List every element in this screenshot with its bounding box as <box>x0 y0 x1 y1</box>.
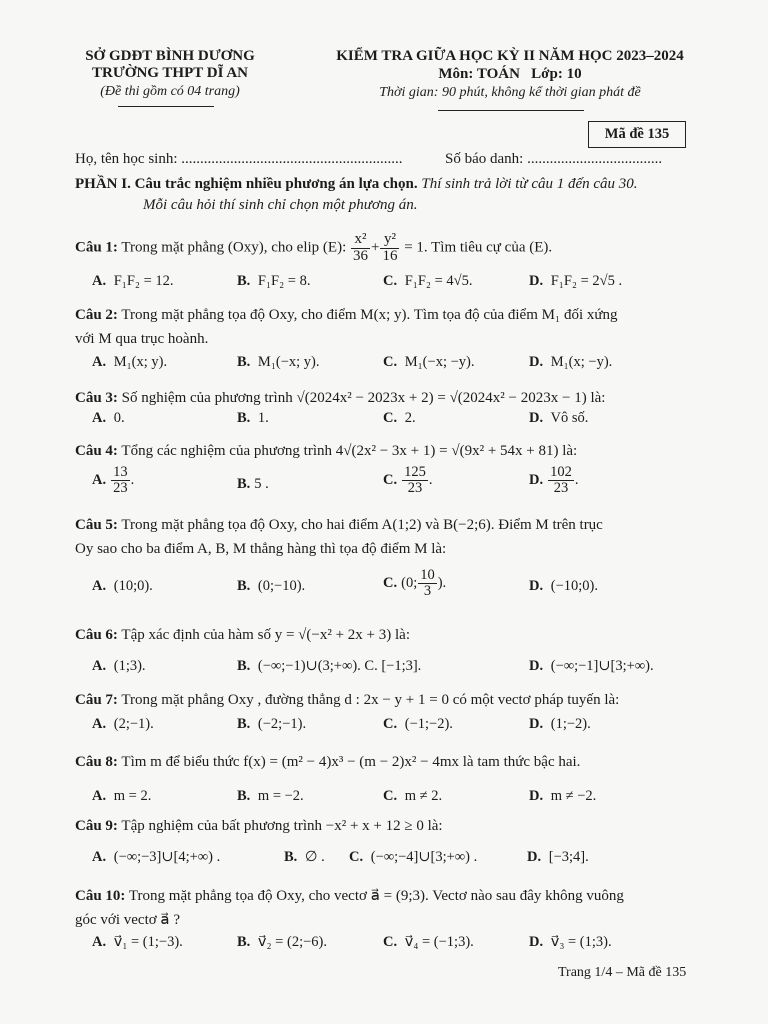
option-letter: D. <box>529 273 544 289</box>
option-a[interactable] <box>92 578 153 595</box>
question-7 <box>75 692 619 709</box>
option-value: ∅ . <box>301 849 325 865</box>
option-value: (2;−1). <box>110 716 154 732</box>
exam-code: Mã đề 135 <box>604 126 670 142</box>
numerator: x² <box>351 232 370 249</box>
question-text: Trong mặt phẳng tọa độ Oxy, cho điểm M(x; y). Tìm tọa độ của điểm M₁ đối xứng <box>121 307 618 323</box>
option-value: M₁(x; −y). <box>547 354 613 370</box>
option-b[interactable] <box>237 354 319 371</box>
option-d[interactable] <box>529 410 588 427</box>
option-value: (1;3). <box>110 658 146 674</box>
school-name: TRƯỜNG THPT DĨ AN <box>92 65 248 81</box>
option-a[interactable] <box>92 849 220 866</box>
question-label: Câu 6: <box>75 627 118 643</box>
option-letter: C. <box>383 410 398 426</box>
denominator: 23 <box>113 480 128 497</box>
question-6 <box>75 627 410 644</box>
numerator: 13 <box>113 464 128 480</box>
option-value: 0. <box>110 410 125 426</box>
question-label: Câu 5: <box>75 517 118 533</box>
question-4 <box>75 443 577 460</box>
question-1 <box>75 232 552 265</box>
option-value: (−∞;−1)∪(3;+∞). C. [−1;3]. <box>254 658 422 674</box>
option-a[interactable] <box>92 788 151 805</box>
option-value: v⃗₂ = (2;−6). <box>254 934 327 950</box>
option-c[interactable] <box>383 788 442 805</box>
option-letter: A. <box>92 410 107 426</box>
option-d[interactable] <box>529 788 596 805</box>
option-value: 5 . <box>254 476 269 492</box>
option-letter: B. <box>237 658 251 674</box>
question-text-continued: góc với vectơ a⃗ ? <box>75 912 181 928</box>
option-letter: B. <box>237 934 251 950</box>
numerator: 10 <box>420 567 435 583</box>
option-letter: B. <box>237 273 251 289</box>
question-3 <box>75 390 605 407</box>
option-letter: B. <box>237 716 251 732</box>
denominator: 16 <box>382 247 398 264</box>
question-text: Trong mặt phẳng (Oxy), cho elip (E): <box>121 239 347 256</box>
option-value: (0;−10). <box>254 578 306 594</box>
option-letter: A. <box>92 273 107 289</box>
option-value: M₁(x; y). <box>110 354 168 370</box>
section-instruction-2: Mỗi câu hỏi thí sinh chỉ chọn một phương án. <box>143 197 418 213</box>
question-text: Trong mặt phẳng tọa độ Oxy, cho vectơ a⃗ = (9;3). Vectơ nào sau đây không vuông <box>128 888 624 904</box>
option-c[interactable] <box>383 568 446 599</box>
question-label: Câu 10: <box>75 888 126 904</box>
section-title: PHẦN I. Câu trắc nghiệm nhiều phương án lựa chọn. <box>75 176 418 192</box>
student-id-field: Số báo danh: .................................... <box>445 151 663 167</box>
option-value: m ≠ 2. <box>401 788 443 804</box>
option-c[interactable] <box>383 354 474 371</box>
option-value: (1;−2). <box>547 716 591 732</box>
option-value: M₁(−x; y). <box>254 354 320 370</box>
option-letter: D. <box>529 410 544 426</box>
question-text: Tổng các nghiệm của phương trình 4√(2x² − 3x + 1) = √(9x² + 54x + 81) là: <box>121 443 578 459</box>
question-label: Câu 2: <box>75 307 118 323</box>
option-value: (−10;0). <box>547 578 598 594</box>
fraction <box>418 568 437 599</box>
question-label: Câu 1: <box>75 239 118 256</box>
option-letter: A. <box>92 472 107 489</box>
option-value: (−∞;−1]∪[3;+∞). <box>547 658 654 674</box>
question-text: Tìm m để biểu thức f(x) = (m² − 4)x³ − (m − 2)x² − 4mx là tam thức bậc hai. <box>121 754 581 770</box>
exam-code-box <box>588 121 686 148</box>
pages-note: (Đề thi gồm có 04 trang) <box>100 84 240 99</box>
option-d[interactable]: D. $\frac{102}{23}$ . <box>529 464 579 497</box>
option-letter: A. <box>92 849 107 865</box>
question-text-end: = 1. Tìm tiêu cự của (E). <box>404 239 553 256</box>
option-c[interactable] <box>383 410 416 427</box>
option-d[interactable] <box>529 658 654 675</box>
option-letter: A. <box>92 788 107 804</box>
option-d[interactable] <box>529 578 598 595</box>
question-text: Trong mặt phẳng tọa độ Oxy, cho hai điểm A(1;2) và B(−2;6). Điểm M trên trục <box>121 517 603 533</box>
option-letter: A. <box>92 354 107 370</box>
option-a[interactable] <box>92 934 183 951</box>
student-name-field: Họ, tên học sinh: ........................................................... <box>75 151 403 167</box>
option-letter: C. <box>383 934 398 950</box>
numerator: 102 <box>550 464 572 480</box>
option-letter: D. <box>529 788 544 804</box>
option-value: m = −2. <box>254 788 304 804</box>
option-a[interactable] <box>92 273 174 290</box>
plus-sign: + <box>370 239 380 256</box>
option-d[interactable] <box>529 273 622 290</box>
option-d[interactable] <box>529 716 591 733</box>
option-value: M₁(−x; −y). <box>401 354 475 370</box>
fraction-y2-16 <box>380 232 399 265</box>
option-letter: A. <box>92 716 107 732</box>
option-letter: D. <box>529 716 544 732</box>
option-c[interactable]: C. $\frac{125}{23}$ . <box>383 464 433 497</box>
option-a[interactable] <box>92 354 167 371</box>
option-letter: B. <box>237 476 251 492</box>
department-name: SỞ GDĐT BÌNH DƯƠNG <box>85 48 255 64</box>
option-b[interactable] <box>237 410 269 427</box>
question-label: Câu 9: <box>75 818 118 834</box>
option-c[interactable] <box>383 716 453 733</box>
denominator: 23 <box>407 480 423 497</box>
option-letter: C. <box>349 849 364 865</box>
option-a[interactable] <box>92 716 154 733</box>
option-value: F₁F₂ = 4√5. <box>401 273 473 289</box>
option-letter: B. <box>237 410 251 426</box>
question-text: Số nghiệm của phương trình √(2024x² − 2023x + 2) = √(2024x² − 2023x − 1) là: <box>121 390 606 406</box>
option-value-end: ). <box>437 575 447 592</box>
option-letter: B. <box>237 788 251 804</box>
fraction <box>548 465 574 496</box>
subject-grade: Môn: TOÁN Lớp: 10 <box>438 66 582 82</box>
page-footer: Trang 1/4 – Mã đề 135 <box>558 965 687 980</box>
question-8 <box>75 754 580 771</box>
fraction <box>402 465 428 496</box>
numerator: 125 <box>404 464 426 480</box>
option-a[interactable] <box>92 658 146 675</box>
option-value: 1. <box>254 410 269 426</box>
option-letter: D. <box>529 472 544 489</box>
question-text-continued: Oy sao cho ba điểm A, B, M thẳng hàng thì tọa độ điểm M là: <box>75 541 447 557</box>
option-d[interactable] <box>529 354 612 371</box>
option-letter: A. <box>92 934 107 950</box>
denominator: 36 <box>352 247 368 264</box>
section-heading <box>75 176 638 193</box>
question-10 <box>75 886 624 905</box>
question-5 <box>75 517 603 534</box>
option-b[interactable] <box>284 849 325 866</box>
question-text: Trong mặt phẳng Oxy , đường thẳng d : 2x − y + 1 = 0 có một vectơ pháp tuyến là: <box>121 692 620 708</box>
fraction <box>111 465 130 496</box>
option-value: Vô số. <box>547 410 589 426</box>
option-letter: B. <box>237 354 251 370</box>
question-label: Câu 3: <box>75 390 118 406</box>
option-value: [−3;4]. <box>545 849 589 865</box>
option-letter: A. <box>92 578 107 594</box>
option-letter: C. <box>383 273 398 289</box>
option-c[interactable] <box>383 273 472 290</box>
section-instruction-1: Thí sinh trả lời từ câu 1 đến câu 30. <box>421 176 638 192</box>
question-label: Câu 7: <box>75 692 118 708</box>
question-text: Tập xác định của hàm số y = √(−x² + 2x + 3) là: <box>121 627 410 643</box>
denominator: 3 <box>423 583 432 600</box>
question-label: Câu 4: <box>75 443 118 459</box>
option-value: F₁F₂ = 2√5 . <box>547 273 623 289</box>
option-value: v⃗₃ = (1;3). <box>547 934 612 950</box>
exam-title: KIỂM TRA GIỮA HỌC KỲ II NĂM HỌC 2023–2024 <box>336 48 684 64</box>
option-value: m ≠ −2. <box>547 788 597 804</box>
option-a[interactable] <box>92 410 125 427</box>
option-letter: C. <box>383 354 398 370</box>
option-d[interactable] <box>527 849 589 866</box>
question-2 <box>75 307 618 324</box>
question-text-continued: với M qua trục hoành. <box>75 331 209 347</box>
question-label: Câu 8: <box>75 754 118 770</box>
option-value: (−∞;−3]∪[4;+∞) . <box>110 849 221 865</box>
option-value: 2. <box>401 410 416 426</box>
option-value: (−2;−1). <box>254 716 307 732</box>
option-b[interactable] <box>237 476 269 493</box>
option-letter: D. <box>529 354 544 370</box>
option-c[interactable] <box>349 849 477 866</box>
header-right-rule <box>438 110 584 111</box>
option-b[interactable] <box>237 273 310 290</box>
option-value: m = 2. <box>110 788 152 804</box>
option-letter: C. <box>383 716 398 732</box>
option-b[interactable] <box>237 934 327 951</box>
option-value: v⃗₁ = (1;−3). <box>110 934 183 950</box>
denominator: 23 <box>553 480 569 497</box>
option-value: v⃗₄ = (−1;3). <box>401 934 474 950</box>
option-letter: C. <box>383 575 398 592</box>
option-value: F₁F₂ = 8. <box>254 273 311 289</box>
option-value: (0; <box>401 575 418 592</box>
option-b[interactable] <box>237 578 305 595</box>
question-9 <box>75 818 443 835</box>
option-letter: B. <box>237 578 251 594</box>
option-value: F₁F₂ = 12. <box>110 273 174 289</box>
option-letter: B. <box>284 849 298 865</box>
option-value: (−∞;−4]∪[3;+∞) . <box>367 849 478 865</box>
numerator: y² <box>380 232 399 249</box>
option-b-c[interactable] <box>237 658 421 675</box>
exam-time: Thời gian: 90 phút, không kể thời gian phát đề <box>379 85 641 100</box>
option-letter: A. <box>92 658 107 674</box>
question-text: Tập nghiệm của bất phương trình −x² + x + 12 ≥ 0 là: <box>121 818 443 834</box>
option-value: (−1;−2). <box>401 716 453 732</box>
option-letter: D. <box>529 934 544 950</box>
option-c[interactable] <box>383 934 474 951</box>
option-letter: D. <box>527 849 542 865</box>
fraction-x2-36 <box>351 232 370 265</box>
option-b[interactable] <box>237 788 304 805</box>
option-letter: D. <box>529 658 544 674</box>
option-letter: C. <box>383 788 398 804</box>
option-letter: C. <box>383 472 398 489</box>
option-letter: D. <box>529 578 544 594</box>
option-value: (10;0). <box>110 578 153 594</box>
option-b[interactable] <box>237 716 306 733</box>
option-d[interactable] <box>529 934 612 951</box>
option-a[interactable]: A. $\frac{13}{23}$ . <box>92 464 135 497</box>
header-left-rule <box>118 106 214 107</box>
